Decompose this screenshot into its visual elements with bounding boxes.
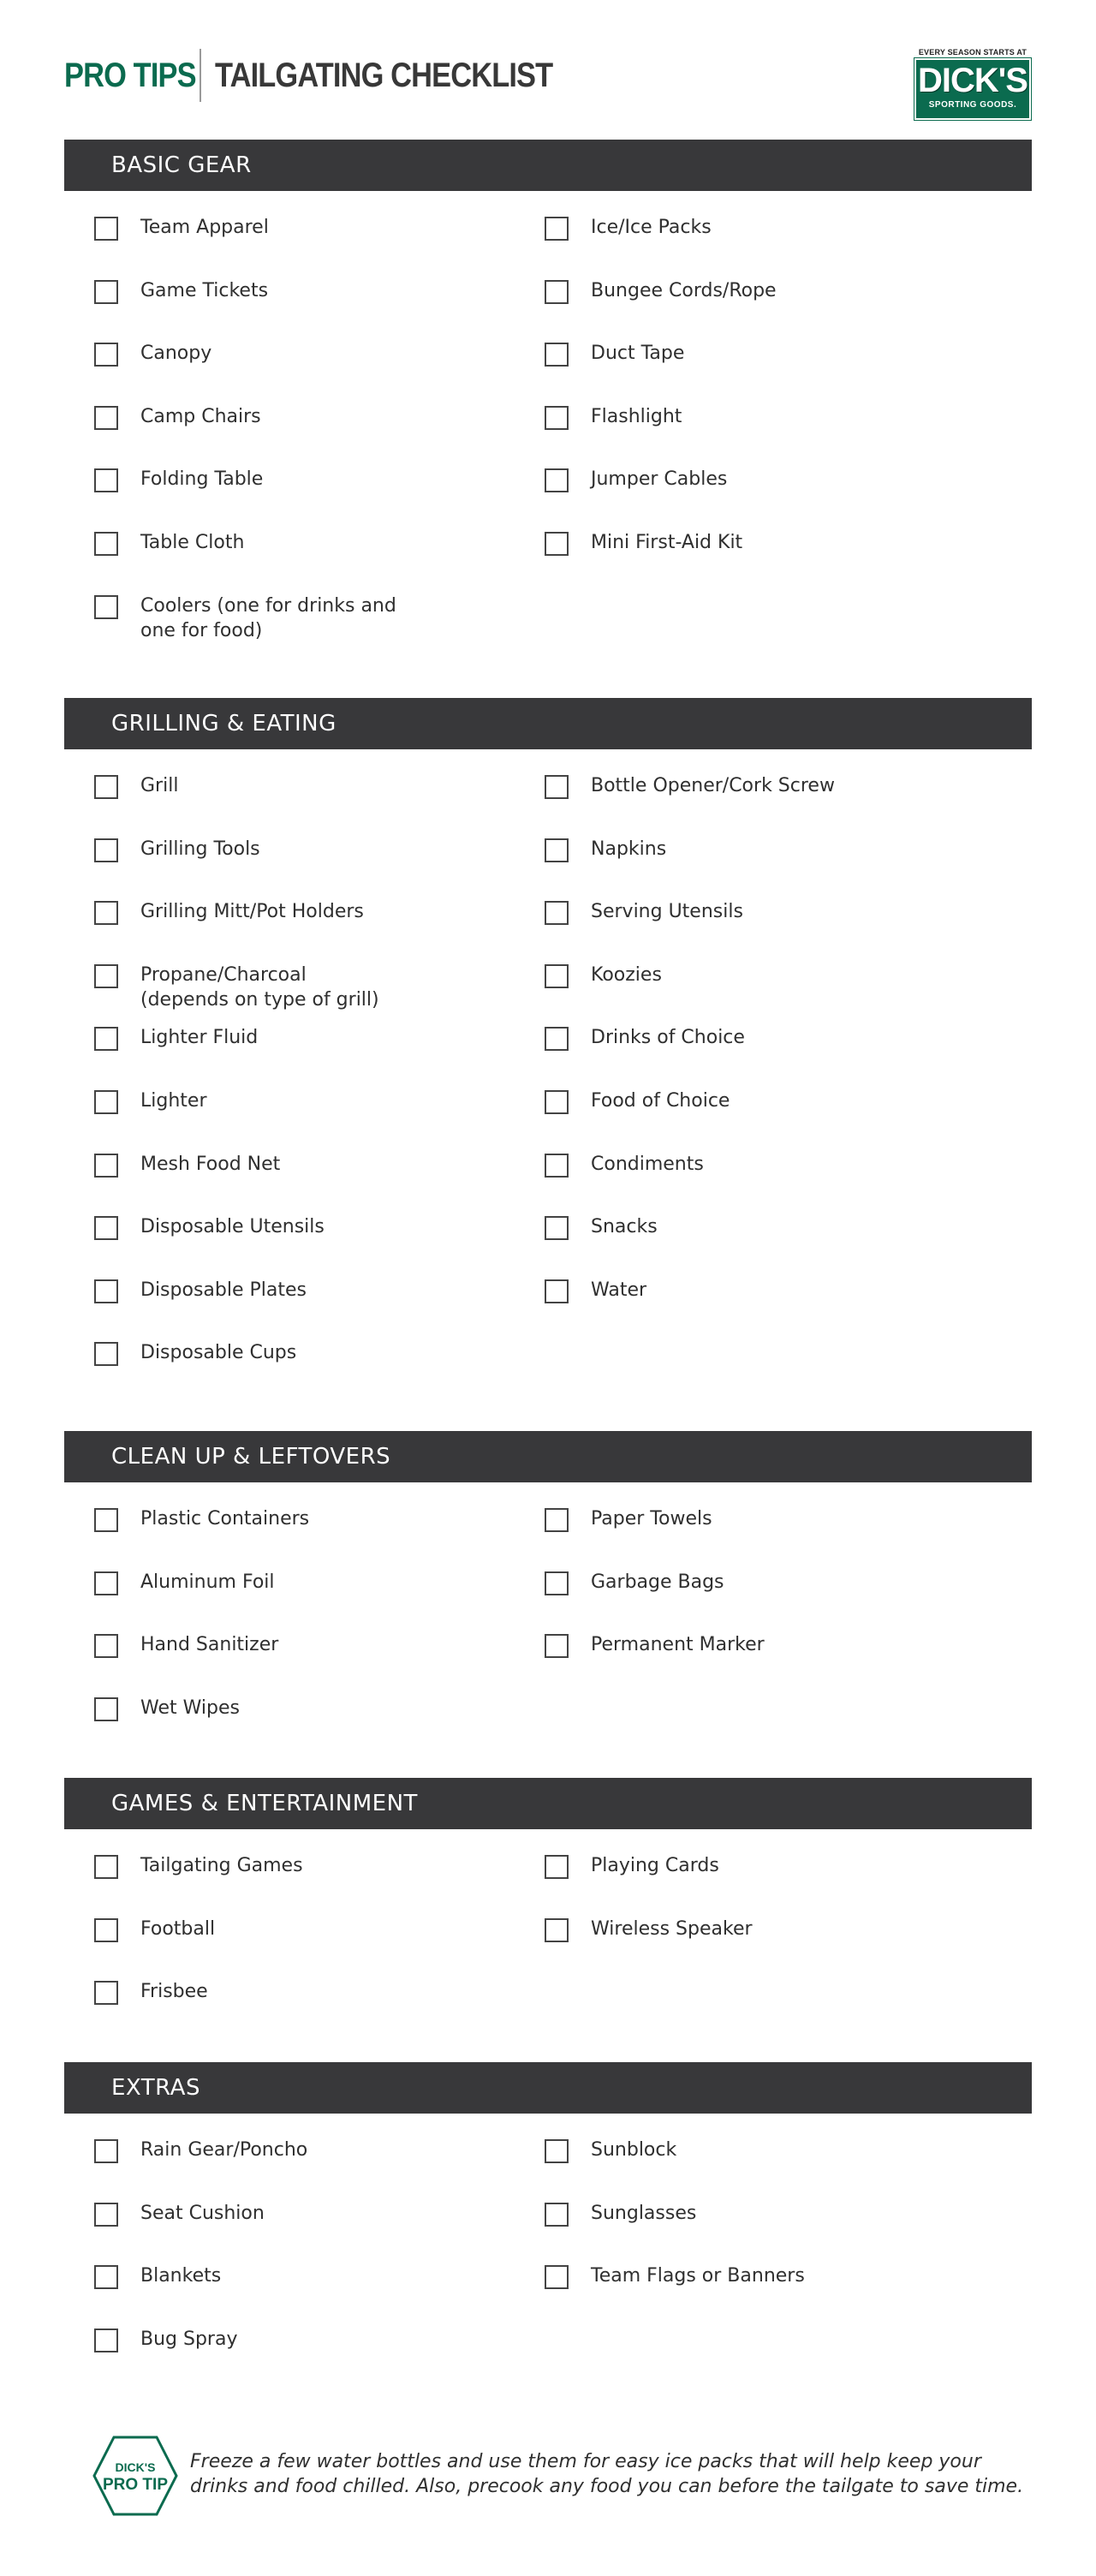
checklist-item[interactable] — [545, 1090, 730, 1114]
checklist-item[interactable] — [545, 775, 835, 799]
checkbox[interactable] — [94, 2203, 118, 2227]
checklist-item[interactable] — [94, 2139, 307, 2163]
checklist-item[interactable] — [545, 1027, 745, 1051]
checklist-item-label: Food of Choice — [591, 1090, 730, 1112]
checklist-item-label: Paper Towels — [591, 1508, 712, 1530]
checklist-item-label: Football — [140, 1918, 216, 1940]
checklist-item[interactable] — [94, 1855, 303, 1879]
section-header: EXTRAS — [64, 2062, 1032, 2114]
checkbox[interactable] — [94, 964, 118, 988]
checklist-item-label: Table Cloth — [140, 532, 245, 553]
checklist-item[interactable] — [94, 343, 211, 367]
section-header: GRILLING & EATING — [64, 698, 1032, 749]
checklist-item-label: Blankets — [140, 2265, 222, 2287]
checklist-item-label: Napkins — [591, 838, 667, 860]
pro-tip-badge-icon — [92, 2436, 178, 2516]
checklist-item[interactable] — [545, 964, 662, 988]
checklist-item-label: Rain Gear/Poncho — [140, 2139, 308, 2161]
checklist-item-label: Snacks — [591, 1216, 658, 1237]
checkbox[interactable] — [94, 1216, 118, 1240]
checklist-item-label: Bungee Cords/Rope — [591, 280, 777, 301]
checklist-item-label: Grilling Tools — [140, 838, 260, 860]
checklist-item[interactable] — [94, 1571, 275, 1595]
checklist-item[interactable] — [94, 217, 269, 241]
checkbox[interactable] — [94, 1090, 118, 1114]
checklist-item[interactable] — [545, 2139, 676, 2163]
checklist-item-label: Folding Table — [140, 468, 264, 490]
checklist-item[interactable] — [545, 1571, 724, 1595]
checkbox[interactable] — [94, 1855, 118, 1879]
checklist-item-label: Wet Wipes — [140, 1697, 240, 1719]
checkbox[interactable] — [94, 595, 118, 619]
checkbox[interactable] — [94, 280, 118, 304]
checkbox[interactable] — [94, 406, 118, 430]
checkbox[interactable] — [94, 838, 118, 862]
checkbox[interactable] — [545, 1279, 569, 1303]
checklist-item-label: Mesh Food Net — [140, 1154, 281, 1175]
checklist-item[interactable] — [94, 964, 379, 1012]
checklist-item[interactable] — [545, 1216, 658, 1240]
checkbox[interactable] — [94, 1697, 118, 1721]
checkbox[interactable] — [94, 1279, 118, 1303]
checkbox[interactable] — [94, 1634, 118, 1658]
checklist-item-label: Coolers (one for drinks and one for food) — [140, 595, 396, 641]
checklist-item[interactable] — [94, 901, 364, 925]
checklist-item[interactable] — [94, 280, 268, 304]
checklist-item-label: Permanent Marker — [591, 1634, 765, 1655]
checkbox[interactable] — [94, 1154, 118, 1178]
page-title: TAILGATING CHECKLIST — [215, 56, 553, 94]
checklist-item[interactable] — [94, 1634, 278, 1658]
checklist-item[interactable] — [545, 1154, 704, 1178]
checklist-item[interactable] — [94, 1279, 307, 1303]
checklist-item[interactable] — [545, 1279, 646, 1303]
checkbox[interactable] — [94, 2329, 118, 2352]
checklist-item-label: Wireless Speaker — [591, 1918, 753, 1940]
checklist-item-label: Disposable Cups — [140, 1342, 297, 1363]
section-header: BASIC GEAR — [64, 140, 1032, 191]
checklist-item-label: Grilling Mitt/Pot Holders — [140, 901, 364, 922]
checkbox[interactable] — [545, 1508, 569, 1532]
checklist-item-label: Water — [591, 1279, 647, 1301]
checklist-item[interactable] — [545, 406, 682, 430]
checklist-item[interactable] — [545, 1634, 765, 1658]
checklist-item-label: Playing Cards — [591, 1855, 719, 1876]
checklist-item[interactable] — [545, 1855, 719, 1879]
checklist-item[interactable] — [545, 532, 742, 556]
checklist-item[interactable] — [545, 2203, 696, 2227]
checklist-item[interactable] — [94, 2265, 221, 2289]
checkbox[interactable] — [545, 901, 569, 925]
checklist-item[interactable] — [545, 280, 777, 304]
checklist-item-label: Mini First-Aid Kit — [591, 532, 743, 553]
checklist-item[interactable] — [94, 1090, 206, 1114]
checklist-item-label: Koozies — [591, 964, 662, 986]
checklist-item[interactable] — [94, 468, 263, 492]
checkbox[interactable] — [545, 1090, 569, 1114]
checkbox[interactable] — [94, 468, 118, 492]
checkbox[interactable] — [94, 1027, 118, 1051]
checklist-item[interactable] — [94, 532, 244, 556]
checkbox[interactable] — [545, 1216, 569, 1240]
checklist-item[interactable] — [545, 2265, 805, 2289]
checkbox[interactable] — [94, 1918, 118, 1942]
checkbox[interactable] — [545, 280, 569, 304]
checklist-item-label: Garbage Bags — [591, 1571, 724, 1593]
checklist-item[interactable] — [94, 1342, 296, 1366]
checkbox[interactable] — [94, 901, 118, 925]
checkbox[interactable] — [94, 343, 118, 367]
checkbox[interactable] — [94, 1981, 118, 2005]
checkbox[interactable] — [94, 532, 118, 556]
checkbox[interactable] — [94, 1508, 118, 1532]
checkbox[interactable] — [545, 1918, 569, 1942]
checkbox[interactable] — [94, 2139, 118, 2163]
checklist-item-label: Propane/Charcoal (depends on type of grill) — [140, 964, 379, 1011]
checkbox[interactable] — [94, 1571, 118, 1595]
badge-line2: PRO TIP — [102, 2476, 169, 2494]
pro-tip-text: Freeze a few water bottles and use them for easy ice packs that will help keep your drinks and food chilled. Also, precook any food you can before the tailgate to save time. — [190, 2451, 1024, 2497]
checkbox[interactable] — [545, 1154, 569, 1178]
checklist-item-label: Disposable Plates — [140, 1279, 307, 1301]
checklist-item-label: Bottle Opener/Cork Screw — [591, 775, 835, 796]
checklist-item-label: Condiments — [591, 1154, 704, 1175]
checklist-item-label: Drinks of Choice — [591, 1027, 745, 1048]
checkbox[interactable] — [94, 2265, 118, 2289]
checklist-item-label: Sunblock — [591, 2139, 677, 2161]
checkbox[interactable] — [94, 775, 118, 799]
checklist-item[interactable] — [94, 1981, 208, 2005]
checkbox[interactable] — [545, 343, 569, 367]
checkbox[interactable] — [545, 1027, 569, 1051]
section-header: CLEAN UP & LEFTOVERS — [64, 1431, 1032, 1482]
checklist-item-label: Bug Spray — [140, 2329, 238, 2350]
checklist-item[interactable] — [545, 217, 712, 241]
checklist-item-label: Hand Sanitizer — [140, 1634, 279, 1655]
checklist-item-label: Frisbee — [140, 1981, 208, 2002]
checklist-item-label: Serving Utensils — [591, 901, 743, 922]
checkbox[interactable] — [94, 217, 118, 241]
checklist-item-label: Seat Cushion — [140, 2203, 265, 2224]
badge-line1: DICK'S — [115, 2460, 156, 2474]
checklist-item-label: Lighter Fluid — [140, 1027, 259, 1048]
checklist-item-label: Plastic Containers — [140, 1508, 310, 1530]
checkbox[interactable] — [545, 2203, 569, 2227]
checklist-item[interactable] — [94, 1508, 309, 1532]
checkbox[interactable] — [545, 775, 569, 799]
checklist-item[interactable] — [94, 1027, 258, 1051]
checklist-item[interactable] — [545, 901, 743, 925]
checklist-item[interactable] — [545, 838, 666, 862]
header-divider — [200, 49, 201, 102]
checklist-item-label: Grill — [140, 775, 179, 796]
checklist-item-label: Duct Tape — [591, 343, 685, 364]
checklist-item-label: Disposable Utensils — [140, 1216, 325, 1237]
section-header: GAMES & ENTERTAINMENT — [64, 1778, 1032, 1829]
logo-tagline: EVERY SEASON STARTS AT — [918, 48, 1028, 57]
checkbox[interactable] — [545, 2265, 569, 2289]
checklist-item[interactable] — [94, 2203, 265, 2227]
checklist-item-label: Aluminum Foil — [140, 1571, 275, 1593]
checklist-item[interactable] — [94, 406, 261, 430]
checklist-item[interactable] — [545, 468, 727, 492]
checkbox[interactable] — [94, 1342, 118, 1366]
logo-name: DICK'S — [918, 62, 1028, 99]
checklist-item-label: Ice/Ice Packs — [591, 217, 712, 238]
checkbox[interactable] — [545, 217, 569, 241]
checklist-item-label: Tailgating Games — [140, 1855, 303, 1876]
checkbox[interactable] — [545, 2139, 569, 2163]
checklist-item-label: Flashlight — [591, 406, 682, 427]
checklist-item[interactable] — [94, 595, 396, 643]
checklist-item-label: Game Tickets — [140, 280, 269, 301]
checklist-item[interactable] — [94, 1697, 240, 1721]
checkbox[interactable] — [545, 406, 569, 430]
page-header — [64, 48, 607, 103]
logo-sub: SPORTING GOODS. — [928, 100, 1017, 110]
pro-tips-label: PRO TIPS — [64, 56, 196, 94]
checkbox[interactable] — [545, 1634, 569, 1658]
checkbox[interactable] — [545, 532, 569, 556]
checklist-item[interactable] — [545, 1508, 712, 1532]
checklist-item[interactable] — [94, 838, 260, 862]
checklist-item[interactable] — [545, 343, 684, 367]
checklist-item-label: Sunglasses — [591, 2203, 697, 2224]
checkbox[interactable] — [545, 838, 569, 862]
dicks-logo — [914, 48, 1031, 120]
checklist-item-label: Lighter — [140, 1090, 207, 1112]
checkbox[interactable] — [545, 468, 569, 492]
checklist-item[interactable] — [94, 1918, 215, 1942]
checkbox[interactable] — [545, 1571, 569, 1595]
checklist-item[interactable] — [94, 775, 178, 799]
checklist-item[interactable] — [94, 1154, 280, 1178]
checklist-item-label: Canopy — [140, 343, 212, 364]
checkbox[interactable] — [545, 964, 569, 988]
checkbox[interactable] — [545, 1855, 569, 1879]
checklist-item-label: Jumper Cables — [591, 468, 728, 490]
checklist-item[interactable] — [94, 2329, 237, 2352]
checklist-item-label: Team Flags or Banners — [591, 2265, 805, 2287]
checklist-item[interactable] — [94, 1216, 325, 1240]
checklist-item-label: Team Apparel — [140, 217, 269, 238]
checklist-item-label: Camp Chairs — [140, 406, 261, 427]
checklist-item[interactable] — [545, 1918, 753, 1942]
